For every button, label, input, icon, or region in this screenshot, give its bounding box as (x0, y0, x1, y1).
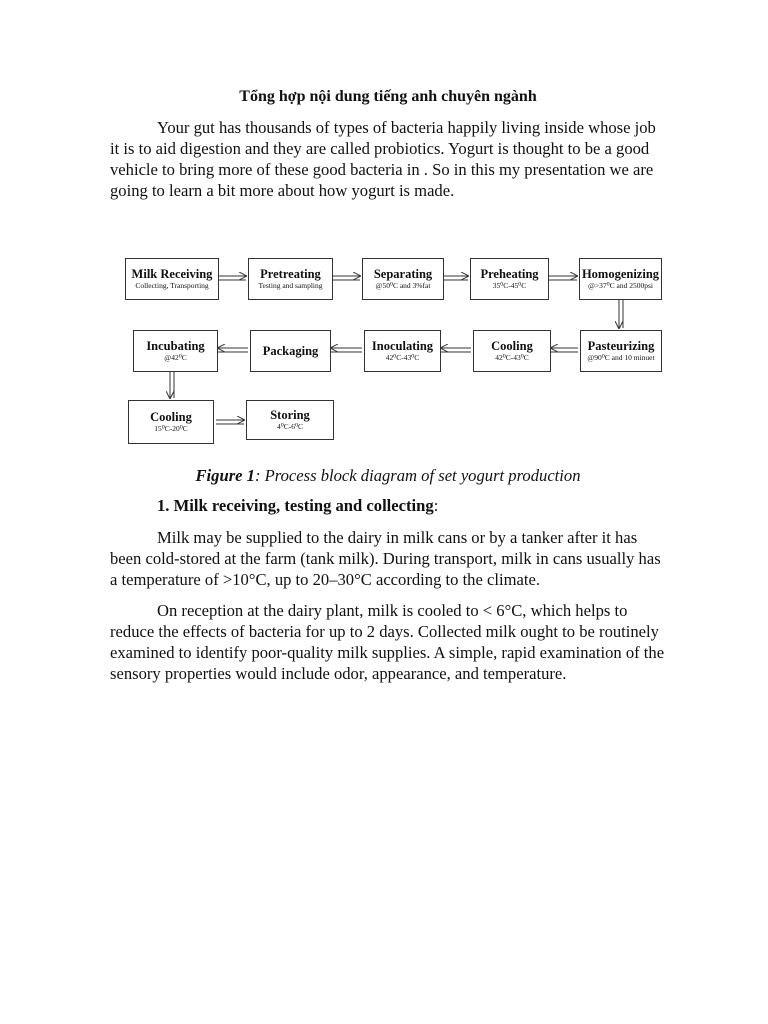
step-cooling-2 (128, 400, 214, 444)
step-title: Storing (270, 408, 310, 422)
step-separating (362, 258, 444, 300)
step-title: Packaging (262, 344, 319, 358)
step-preheating (470, 258, 549, 300)
step-subtitle: Testing and sampling (258, 281, 323, 290)
section-heading-text: 1. Milk receiving, testing and collecting (157, 496, 434, 515)
figure-label: Figure 1 (195, 466, 255, 485)
intro-paragraph-text: Your gut has thousands of types of bacteria happily living inside whose job it is to aid digestion and they are called probiotics. Yogurt is thought to be a good vehicle to bring more of these good bacteria in . So in this my presentation we are going to learn a bit more about how yogurt is made. (110, 118, 656, 200)
step-inoculating (364, 330, 441, 372)
step-subtitle: @42⁰C (164, 353, 187, 362)
step-subtitle: 15⁰C-20⁰C (154, 424, 188, 433)
figure-caption (0, 465, 768, 486)
step-milk-receiving (125, 258, 219, 300)
section-paragraph-2 (110, 600, 665, 684)
step-title: Homogenizing (581, 267, 660, 281)
step-pretreating (248, 258, 333, 300)
step-subtitle: @50⁰C and 3%fat (375, 281, 431, 290)
step-title: Cooling (491, 339, 533, 353)
section-paragraph-1-text: Milk may be supplied to the dairy in milk cans or by a tanker after it has been cold-stored at the farm (tank milk). During transport, milk in cans usually has a temperature of >10°C, up to 20–30°C according to the climate. (110, 528, 661, 589)
step-subtitle: 42⁰C-43⁰C (495, 353, 529, 362)
section-heading (157, 495, 438, 516)
step-homogenizing (579, 258, 662, 300)
step-pasteurizing (580, 330, 662, 372)
step-cooling-1 (473, 330, 551, 372)
step-storing (246, 400, 334, 440)
figure-caption-text: : Process block diagram of set yogurt production (254, 466, 581, 485)
step-title: Cooling (150, 410, 192, 424)
step-subtitle: Collecting, Transporting (135, 281, 209, 290)
step-title: Separating (373, 267, 433, 281)
section-paragraph-2-text: On reception at the dairy plant, milk is cooled to < 6°C, which helps to reduce the effects of bacteria for up to 2 days. Collected milk ought to be routinely examined to identify poor-quality milk supplies. A simple, rapid examination of the sensory properties would include odor, appearance, and temperature. (110, 601, 665, 683)
document-title: Tổng hợp nội dung tiếng anh chuyên ngành (239, 88, 537, 105)
intro-paragraph (110, 117, 665, 201)
section-paragraph-1 (110, 527, 665, 590)
step-subtitle: @>37⁰C and 2500psi (588, 281, 653, 290)
step-title: Milk Receiving (131, 267, 213, 281)
step-title: Incubating (146, 339, 205, 353)
step-packaging (250, 330, 331, 372)
step-subtitle: 35⁰C-45⁰C (492, 281, 527, 290)
step-incubating (133, 330, 218, 372)
step-title: Pretreating (260, 267, 321, 281)
step-title: Pasteurizing (587, 339, 655, 353)
step-subtitle: @90⁰C and 10 minuet (587, 353, 655, 362)
step-subtitle: 42⁰C-43⁰C (385, 353, 420, 362)
step-subtitle: 4⁰C-6⁰C (276, 422, 303, 431)
step-title: Inoculating (371, 339, 434, 353)
step-title: Preheating (480, 267, 539, 281)
section-heading-colon: : (433, 496, 439, 515)
